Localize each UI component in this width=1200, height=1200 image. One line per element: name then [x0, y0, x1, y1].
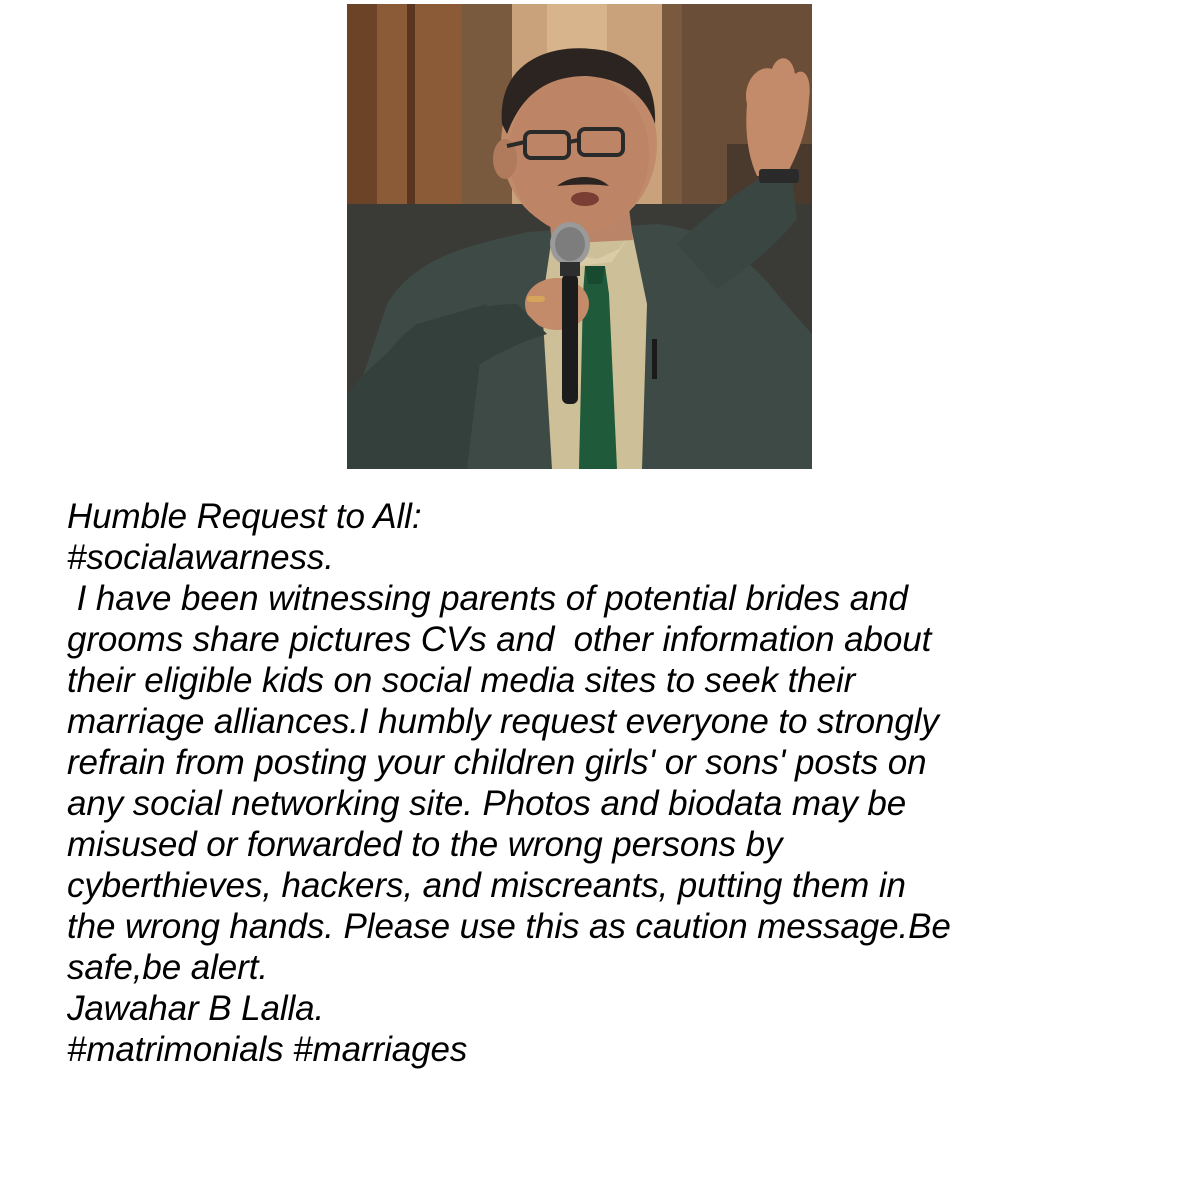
- post-message: [67, 496, 1167, 1070]
- body-line: misused or forwarded to the wrong persons by: [67, 825, 783, 864]
- speaker-photo: [347, 4, 812, 469]
- body-line: safe,be alert.: [67, 948, 268, 987]
- author-signature: Jawahar B Lalla.: [67, 989, 325, 1028]
- body-line: marriage alliances.I humbly request everyone to strongly: [67, 702, 939, 741]
- body-line: grooms share pictures CVs and other information about: [67, 620, 932, 659]
- body-line: any social networking site. Photos and biodata may be: [67, 784, 907, 823]
- body-line: refrain from posting your children girls' or sons' posts on: [67, 743, 927, 782]
- hashtags-bottom: #matrimonials #marriages: [67, 1030, 468, 1069]
- body-line: their eligible kids on social media sites to seek their: [67, 661, 856, 700]
- body-line: cyberthieves, hackers, and miscreants, putting them in: [67, 866, 906, 905]
- hashtag-socialawarness: #socialawarness.: [67, 538, 334, 577]
- message-heading: Humble Request to All:: [67, 497, 422, 536]
- body-line: the wrong hands. Please use this as caution message.Be: [67, 907, 951, 946]
- body-line: I have been witnessing parents of potential brides and: [67, 579, 908, 618]
